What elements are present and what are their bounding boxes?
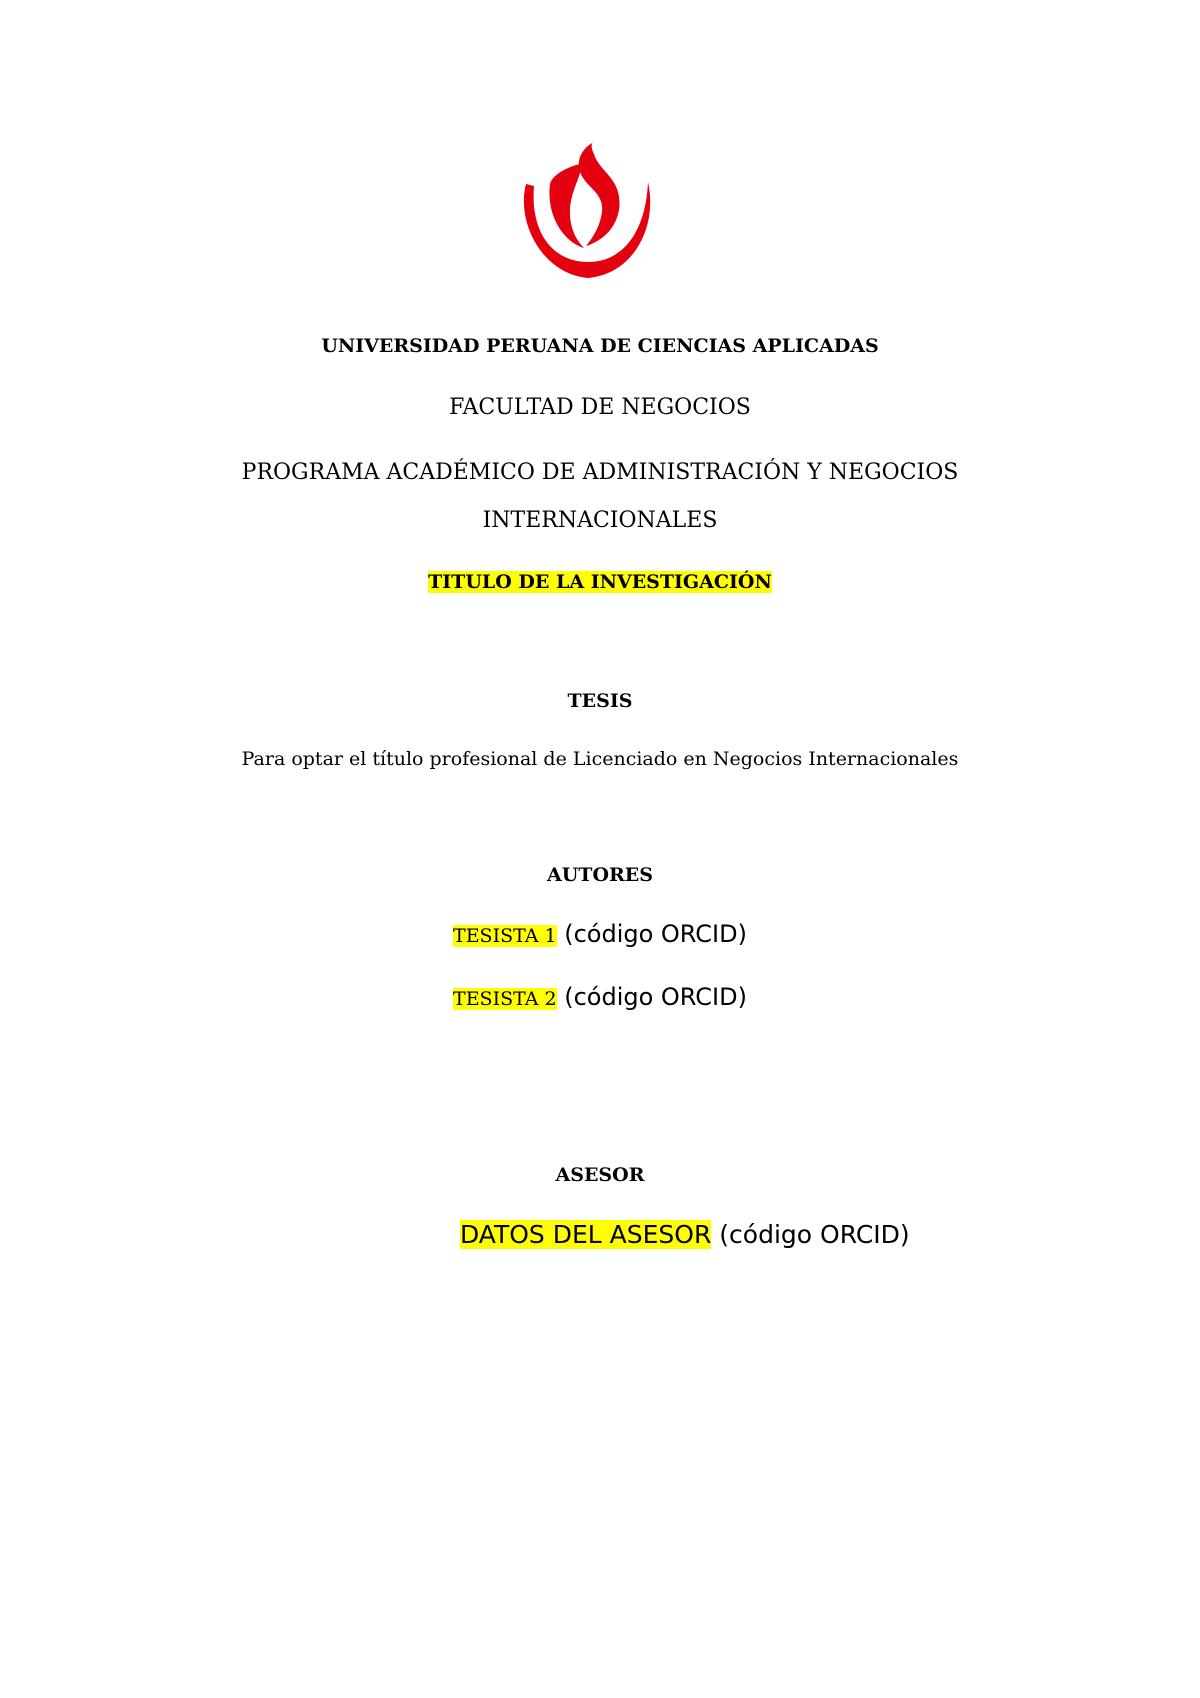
authors-label: AUTORES (547, 864, 653, 886)
faculty-name: FACULTAD DE NEGOCIOS (449, 395, 751, 420)
author-orcid-2: (código ORCID) (556, 983, 747, 1011)
upc-flame-logo-icon (520, 142, 656, 280)
advisor-label: ASESOR (555, 1164, 645, 1186)
author-name-1: TESISTA 1 (453, 925, 557, 947)
author-name-2: TESISTA 2 (453, 988, 557, 1010)
research-title-text: TITULO DE LA INVESTIGACIÓN (428, 571, 772, 593)
advisor-name: DATOS DEL ASESOR (460, 1220, 712, 1249)
thesis-label: TESIS (567, 690, 633, 712)
author-orcid-1: (código ORCID) (556, 920, 747, 948)
author-line-1 (0, 920, 1200, 948)
university-name: UNIVERSIDAD PERUANA DE CIENCIAS APLICADAS (321, 335, 879, 357)
advisor-line (460, 1220, 910, 1249)
program-name-line1: PROGRAMA ACADÉMICO DE ADMINISTRACIÓN Y NEGOCIOS (241, 460, 959, 485)
thesis-purpose: Para optar el título profesional de Licenciado en Negocios Internacionales (241, 748, 959, 770)
research-title (0, 571, 1200, 593)
program-name-line2: INTERNACIONALES (482, 508, 718, 533)
author-line-2 (0, 983, 1200, 1011)
advisor-orcid: (código ORCID) (711, 1220, 910, 1249)
